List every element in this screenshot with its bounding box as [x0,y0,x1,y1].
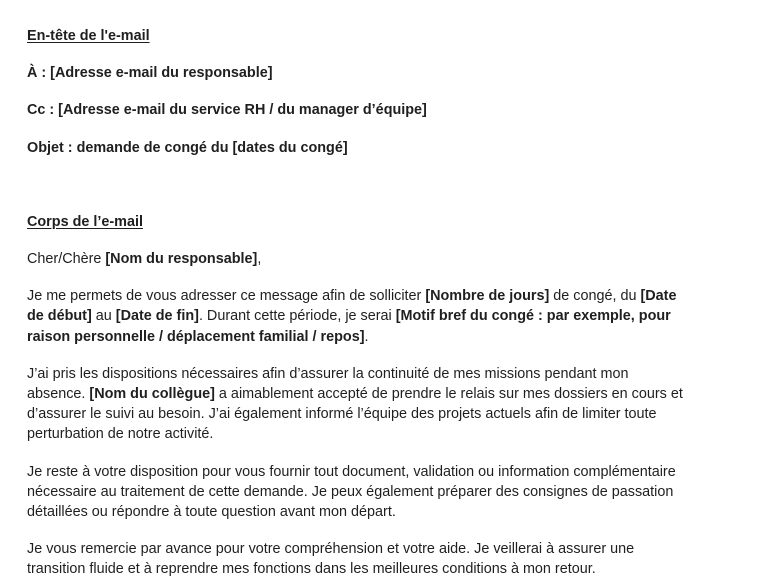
to-line: À : [Adresse e-mail du responsable] [27,65,273,82]
paragraph-availability: Je reste à votre disposition pour vous fournir tout document, validation ou information complémentaire nécessaire au traitement de cette demande. Je peux également préparer des consignes de passation détaillées ou répondre à toute question avant mon départ. [27,463,676,521]
p1-text-5: . [364,328,369,345]
cc-line: Cc : [Adresse e-mail du service RH / du manager d’équipe] [27,102,427,119]
p2-text-1: J’ai pris les dispositions nécessaires afin d’assurer la continuité de mes missions pendant mon absence. [27,365,629,403]
p1-text-2: de congé, du [549,288,641,305]
header-section-title: En-tête de l'e-mail [27,28,150,44]
p1-text-3: au [91,308,116,325]
subject-line: Objet : demande de congé du [dates du congé] [27,139,348,156]
colleague-placeholder: [Nom du collègue] [89,386,215,403]
p1-text-4: . Durant cette période, je serai [198,308,396,325]
reason-placeholder: [Motif bref du congé : par exemple, pour raison personnelle / déplacement familial / repos] [27,308,671,345]
p2-text-2: a aimablement accepté de prendre le relais sur mes dossiers en cours et d’assurer le suivi au besoin. J’ai également informé l’équipe des projets actuels afin de limiter toute perturbation de notre activité. [27,386,683,443]
body-section-title: Corps de l’e-mail [27,213,143,230]
greeting-name-placeholder: [Nom du responsable] [105,251,258,268]
end-date-placeholder: [Date de fin] [115,308,199,325]
p1-text-1: Je me permets de vous adresser ce message afin de solliciter [27,288,426,305]
paragraph-thanks: Je vous remercie par avance pour votre compréhension et votre aide. Je veillerai à assurer une transition fluide et à reprendre mes fonctions dans les meilleures conditions à mon retour. [27,541,635,578]
greeting-suffix: , [257,251,262,268]
greeting-prefix: Cher/Chère [27,251,106,268]
paragraph-continuity [27,364,687,445]
days-placeholder: [Nombre de jours] [425,288,550,305]
greeting-line [27,249,727,269]
start-date-placeholder: [Date de début] [27,288,677,325]
paragraph-leave-request [27,286,687,347]
